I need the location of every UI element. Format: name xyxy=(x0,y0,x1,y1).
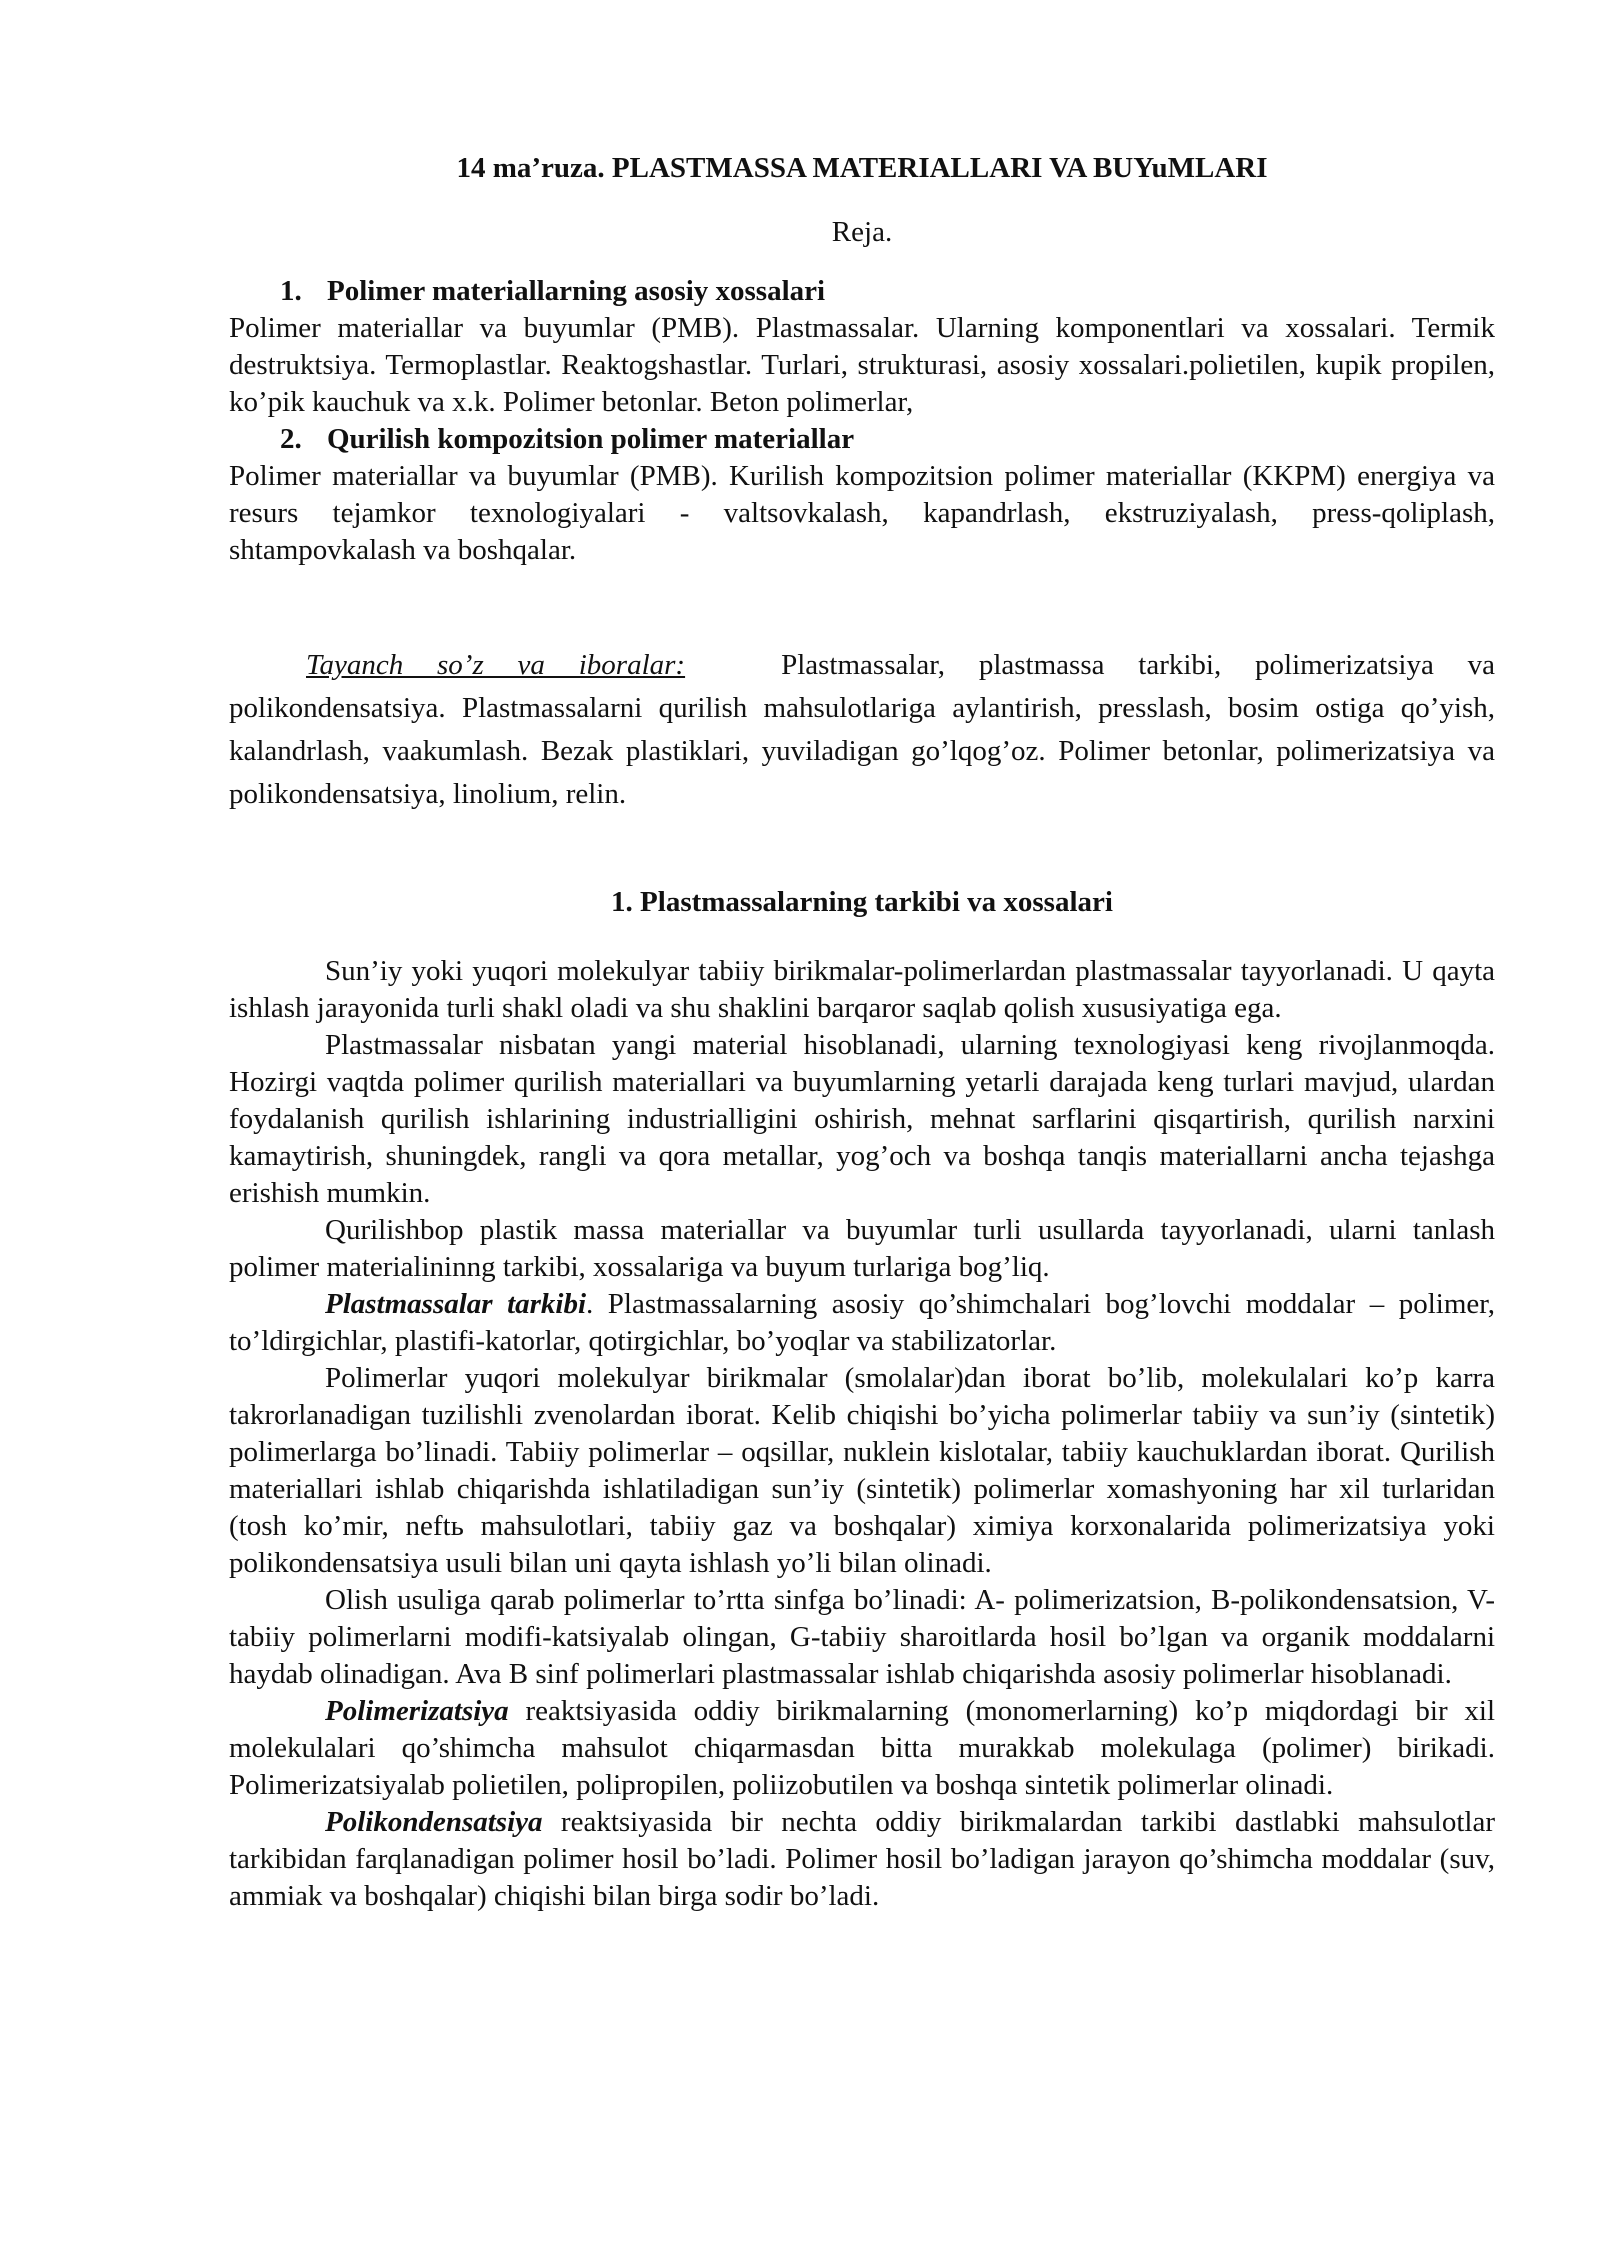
paragraph-text: Qurilishbop plastik massa materiallar va buyumlar turli usullarda tayyorlanadi, ularni tanlash polimer materialininng tarkibi, xossalariga va buyum turlariga bog’liq. xyxy=(229,1214,1495,1283)
paragraph-text: . Plastmassalarning asosiy qo’shimchalari bog’lovchi moddalar – polimer, to’ldirgichlar, plastifi-katorlar, qotirgichlar, bo’yoqlar va stabilizatorlar. xyxy=(229,1288,1495,1357)
keywords-block xyxy=(229,644,1495,816)
plan-item-text: Polimer materiallar va buyumlar (PMB). Kurilish kompozitsion polimer materiallar (KKPM) energiya va resurs tejamkor texnologiyalari - valtsovkalash, kapandrlash, ekstruziyalash, press-qoliplash, shtampovkalash va boshqalar. xyxy=(229,460,1495,566)
paragraph-lead-term: Polikondensatsiya xyxy=(325,1806,543,1838)
paragraph-lead-term: Polimerizatsiya xyxy=(325,1695,509,1727)
document-title: 14 ma’ruza. PLASTMASSA MATERIALLARI VA BUYuMLARI xyxy=(456,152,1268,184)
paragraph-text: reaktsiyasida oddiy birikmalarning (monomerlarning) ko’p miqdordagi bir xil molekulalari qo’shimcha mahsulot chiqarmasdan bitta murakkab molekulaga (polimer) birikadi. Polimerizatsiyalab polietilen, polipropilen, poliizobutilen va boshqa sintetik polimerlar olinadi. xyxy=(229,1695,1495,1801)
paragraph xyxy=(229,953,1495,1027)
paragraph-text: Plastmassalar nisbatan yangi material hisoblanadi, ularning texnologiyasi keng rivojlanmoqda. Hozirgi vaqtda polimer qurilish materiallari va buyumlarning yetarli darajada keng turlari mavjud, ulardan foydalanish qurilish ishlarining industrialligini oshirish, mehnat sarflarini qisqartirish, qurilish narxini kamaytirish, shuningdek, rangli va qora metallar, yog’och va boshqa tanqis materiallarni ancha tejashga erishish mumkin. xyxy=(229,1029,1495,1209)
plan-item-title: Polimer materiallarning asosiy xossalari xyxy=(327,275,826,307)
paragraph-text: reaktsiyasida bir nechta oddiy birikmalardan tarkibi dastlabki mahsulotlar tarkibidan farqlanadigan polimer hosil bo’ladi. Polimer hosil bo’ladigan jarayon qo’shimcha moddalar (suv, ammiak va boshqalar) chiqishi bilan birga sodir bo’ladi. xyxy=(229,1806,1495,1912)
plan-item-2 xyxy=(229,421,1495,569)
paragraph xyxy=(229,1360,1495,1582)
paragraph-lead-term: Plastmassalar tarkibi xyxy=(325,1288,587,1320)
keywords-text: Plastmassalar, plastmassa tarkibi, polimerizatsiya va polikondensatsiya. Plastmassalarni qurilish mahsulotlariga aylantirish, presslash, bosim ostiga qo’yish, kalandrlash, vaakumlash. Bezak plastiklari, yuviladigan go’lqog’oz. Polimer betonlar, polimerizatsiya va polikondensatsiya, linolium, relin. xyxy=(229,649,1495,810)
paragraph xyxy=(229,1693,1495,1804)
plan-item-title: Qurilish kompozitsion polimer materiallar xyxy=(327,423,855,455)
body-text xyxy=(229,953,1495,1915)
paragraph xyxy=(229,1804,1495,1915)
plan-item-heading xyxy=(280,421,1495,458)
paragraph-text: Sun’iy yoki yuqori molekulyar tabiiy birikmalar-polimerlardan plastmassalar tayyorlanadi. U qayta ishlash jarayonida turli shakl oladi va shu shaklini barqaror saqlab qolish xususiyatiga ega. xyxy=(229,955,1495,1024)
section-title: 1. Plastmassalarning tarkibi va xossalari xyxy=(611,886,1113,918)
plan-item-heading xyxy=(280,273,1495,310)
paragraph-text: Olish usuliga qarab polimerlar to’rtta sinfga bo’linadi: A- polimerizatsion, B-polikondensatsion, V-tabiiy polimerlarni modifi-katsiyalab olingan, G-tabiiy sharoitlarda hosil bo’lgan va organik moddalarni haydab olinadigan. Ava B sinf polimerlari plastmassalar ishlab chiqarishda asosiy polimerlar hisoblanadi. xyxy=(229,1584,1495,1690)
plan-item-text: Polimer materiallar va buyumlar (PMB). Plastmassalar. Ularning komponentlari va xossalari. Termik destruktsiya. Termoplastlar. Reaktogshastlar. Turlari, strukturasi, asosiy xossalari.polietilen, kupik propilen, ko’pik kauchuk va x.k. Polimer betonlar. Beton polimerlar, xyxy=(229,312,1495,418)
paragraph-text: Polimerlar yuqori molekulyar birikmalar (smolalar)dan iborat bo’lib, molekulalari ko’p karra takrorlanadigan tuzilishli zvenolardan iborat. Kelib chiqishi bo’yicha polimerlar tabiiy va sun’iy (sintetik) polimerlarga bo’linadi. Tabiiy polimerlar – oqsillar, nuklein kislotalar, tabiiy kauchuklardan iborat. Qurilish materiallari ishlab chiqarishda ishlatiladigan sun’iy (sintetik) polimerlar xomashyoning har xil turlaridan (tosh ko’mir, neftь mahsulotlari, tabiiy gaz va boshqalar) ximiya korxonalarida polimerizatsiya yoki polikondensatsiya usuli bilan uni qayta ishlash yo’li bilan olinadi. xyxy=(229,1362,1495,1579)
keywords-label: Tayanch so’z va iboralar: xyxy=(306,649,686,681)
paragraph xyxy=(229,1286,1495,1360)
plan-label: Reja. xyxy=(831,216,893,248)
document-page xyxy=(229,150,1495,1915)
plan-item-number: 1. xyxy=(280,275,302,307)
plan-item-1 xyxy=(229,273,1495,421)
paragraph xyxy=(229,1212,1495,1286)
paragraph xyxy=(229,1027,1495,1212)
plan-item-number: 2. xyxy=(280,423,302,455)
paragraph xyxy=(229,1582,1495,1693)
